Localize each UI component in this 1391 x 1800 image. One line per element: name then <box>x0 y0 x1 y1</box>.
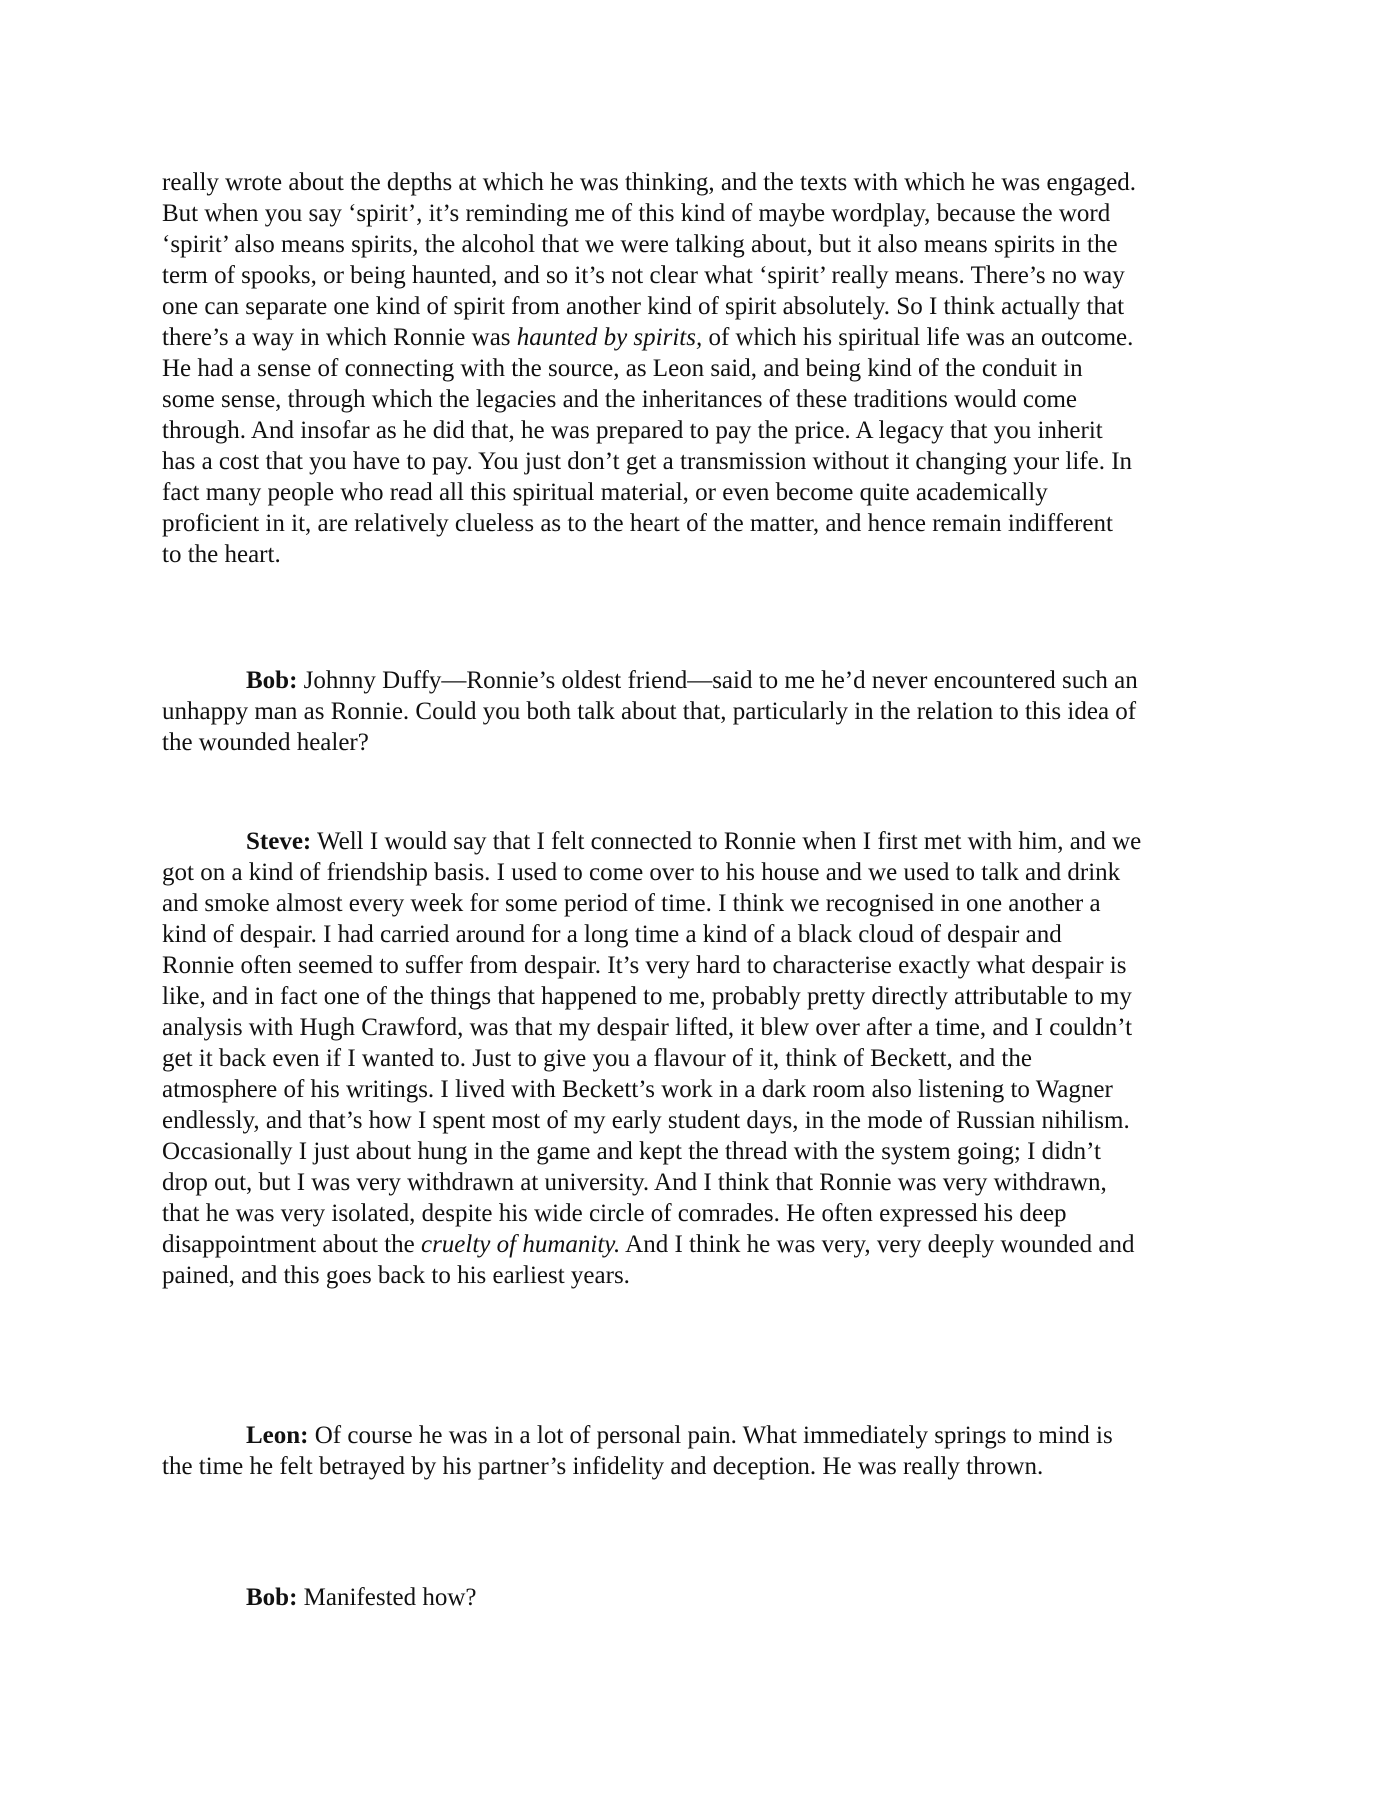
text-line: really wrote about the depths at which he was thinking, and the texts with which he was engaged. <box>162 169 1137 196</box>
text-line: ‘spirit’ also means spirits, the alcohol that we were talking about, but it also means spirits in the <box>162 231 1118 258</box>
text-line: analysis with Hugh Crawford, was that my despair lifted, it blew over after a time, and I couldn’t <box>162 1014 1133 1041</box>
text-line: get it back even if I wanted to. Just to give you a flavour of it, think of Beckett, and the <box>162 1045 1032 1072</box>
text-line <box>162 826 1224 857</box>
italic-phrase: haunted by spirits, <box>516 324 703 351</box>
text-line <box>162 1582 1224 1613</box>
text-line: pained, and this goes back to his earliest years. <box>162 1262 630 1289</box>
text-line: through. And insofar as he did that, he was prepared to pay the price. A legacy that you inherit <box>162 417 1103 444</box>
text-line <box>162 665 1224 696</box>
paragraph-spirit-discussion <box>162 167 1224 570</box>
text-line: the time he felt betrayed by his partner’s infidelity and deception. He was really thrown. <box>162 1453 1044 1480</box>
text-segment: Manifested how? <box>297 1584 477 1611</box>
text-segment: disappointment about the <box>162 1231 421 1258</box>
text-segment: Johnny Duffy—Ronnie’s oldest friend—said to me he’d never encountered such an <box>297 667 1138 694</box>
paragraph-leon-answer <box>162 1420 1224 1482</box>
text-line: Ronnie often seemed to suffer from despair. It’s very hard to characterise exactly what despair is <box>162 952 1127 979</box>
text-line: like, and in fact one of the things that happened to me, probably pretty directly attributable to my <box>162 983 1132 1010</box>
text-line: kind of despair. I had carried around for a long time a kind of a black cloud of despair and <box>162 921 1062 948</box>
text-line: endlessly, and that’s how I spent most of my early student days, in the mode of Russian nihilism. <box>162 1107 1130 1134</box>
paragraph-bob-question <box>162 665 1224 758</box>
text-segment: And I think he was very, very deeply wounded and <box>620 1231 1135 1258</box>
text-line: But when you say ‘spirit’, it’s reminding me of this kind of maybe wordplay, because the word <box>162 200 1111 227</box>
text-line: one can separate one kind of spirit from another kind of spirit absolutely. So I think actually that <box>162 293 1125 320</box>
text-line <box>162 322 1224 353</box>
speaker-label: Bob: <box>246 1584 298 1611</box>
speaker-label: Bob: <box>246 667 298 694</box>
italic-phrase: cruelty of humanity. <box>420 1231 621 1258</box>
text-line <box>162 1229 1224 1260</box>
text-line: got on a kind of friendship basis. I used to come over to his house and we used to talk and drink <box>162 859 1121 886</box>
text-line <box>162 1420 1224 1451</box>
text-line: to the heart. <box>162 541 281 568</box>
text-segment: Of course he was in a lot of personal pain. What immediately springs to mind is <box>308 1422 1113 1449</box>
text-line: some sense, through which the legacies and the inheritances of these traditions would come <box>162 386 1078 413</box>
text-line: Occasionally I just about hung in the game and kept the thread with the system going; I didn’t <box>162 1138 1101 1165</box>
text-line: atmosphere of his writings. I lived with Beckett’s work in a dark room also listening to Wagner <box>162 1076 1113 1103</box>
text-line: that he was very isolated, despite his wide circle of comrades. He often expressed his deep <box>162 1200 1067 1227</box>
text-segment: of which his spiritual life was an outcome. <box>702 324 1134 351</box>
text-line: fact many people who read all this spiritual material, or even become quite academically <box>162 479 1048 506</box>
speaker-label: Leon: <box>246 1422 309 1449</box>
speaker-label: Steve: <box>246 828 312 855</box>
text-segment: there’s a way in which Ronnie was <box>162 324 517 351</box>
paragraph-bob-followup <box>162 1582 1224 1613</box>
text-line: proficient in it, are relatively clueless as to the heart of the matter, and hence remain indifferent <box>162 510 1113 537</box>
text-line: drop out, but I was very withdrawn at university. And I think that Ronnie was very withdrawn, <box>162 1169 1107 1196</box>
text-line: has a cost that you have to pay. You just don’t get a transmission without it changing your life. In <box>162 448 1133 475</box>
text-line: the wounded healer? <box>162 729 369 756</box>
text-line: He had a sense of connecting with the source, as Leon said, and being kind of the conduit in <box>162 355 1083 382</box>
text-line: and smoke almost every week for some period of time. I think we recognised in one another a <box>162 890 1101 917</box>
paragraph-steve-answer <box>162 826 1224 1291</box>
text-line: term of spooks, or being haunted, and so it’s not clear what ‘spirit’ really means. There’s no way <box>162 262 1125 289</box>
text-segment: Well I would say that I felt connected to Ronnie when I first met with him, and we <box>311 828 1142 855</box>
text-line: unhappy man as Ronnie. Could you both talk about that, particularly in the relation to this idea of <box>162 698 1137 725</box>
